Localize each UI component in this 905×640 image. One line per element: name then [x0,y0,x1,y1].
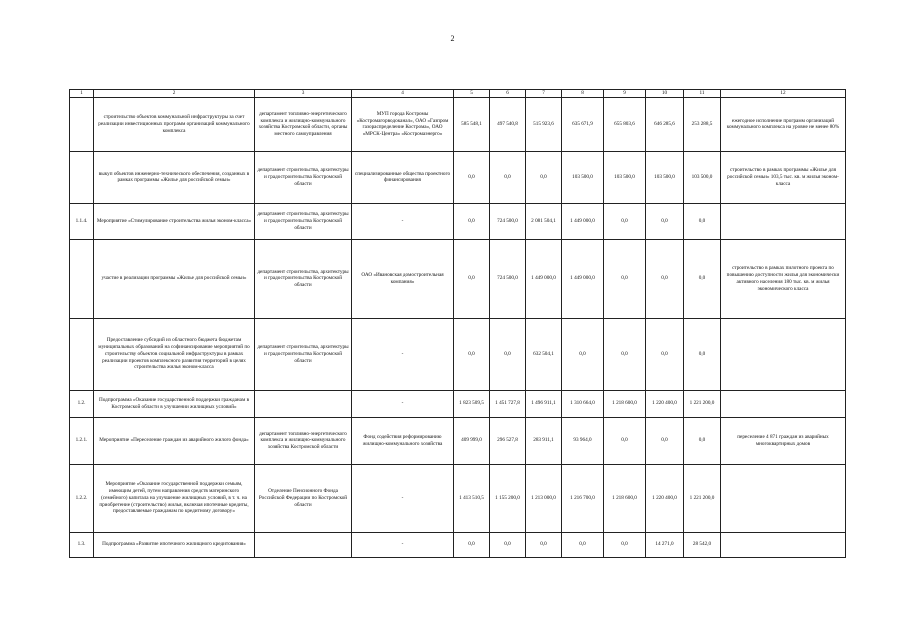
table-cell-col-7: 2 081 504,1 [526,203,562,239]
header-row [70,90,846,98]
table-row [70,532,846,557]
table-cell-col-3: департамент строительства, архитектуры и градостроительства Костромской области [255,318,352,390]
table-cell-col-9: 0,0 [604,417,646,464]
table-cell-col-6: 724 500,0 [490,239,526,318]
table-cell-col-6: 296 527,8 [490,417,526,464]
table-cell-col-3: департамент топливно-энергетического комплекса и жилищно-коммунального хозяйства Костромской области [255,417,352,464]
table-cell-col-11: 1 221 200,0 [684,390,721,417]
table-cell-col-9: 0,0 [604,203,646,239]
table-cell-col-9: 1 218 600,0 [604,464,646,532]
table-cell-col-12 [721,318,846,390]
table-cell-col-1 [70,97,94,151]
table-cell-col-5: 0,0 [454,151,490,203]
table-cell-col-7: 0,0 [526,532,562,557]
table-cell-col-12: строительство в рамках пилотного проекта по повышению доступности жилья для экономически активного населения 180 тыс. кв. м жилья экономического класса [721,239,846,318]
header-cell: 1 [70,90,94,98]
table-cell-col-2: Подпрограмма «Оказание государственной поддержки гражданам в Костромской области в улучшении жилищных условий» [94,390,255,417]
header-cell: 4 [352,90,454,98]
table-cell-col-2: Мероприятие «Оказание государственной поддержки семьям, имеющим детей, путем направления средств материнского (семейного) капитала на улучшение жилищных условий, в т. ч. на приобретение (строительство) жилья, включая ипотечные кредиты, предоставляемые гражданам по кредитному договору» [94,464,255,532]
table-cell-col-10: 14 271,0 [646,532,684,557]
table-cell-col-11: 1 221 200,0 [684,464,721,532]
table-cell-col-9: 655 803,6 [604,97,646,151]
table-cell-col-10: 0,0 [646,203,684,239]
header-cell: 7 [526,90,562,98]
table-cell-col-8: 103 500,0 [562,151,604,203]
table-cell-col-5: 1 413 510,5 [454,464,490,532]
table-cell-col-11: 0,0 [684,239,721,318]
table-cell-col-4: - [352,532,454,557]
table-cell-col-4: - [352,390,454,417]
table-cell-col-8: 1 310 664,0 [562,390,604,417]
table-cell-col-5: 409 999,0 [454,417,490,464]
header-cell: 12 [721,90,846,98]
table-cell-col-1: 1.2.2. [70,464,94,532]
table-cell-col-7: 283 911,1 [526,417,562,464]
header-cell: 11 [684,90,721,98]
table-cell-col-5: 0,0 [454,318,490,390]
table-cell-col-4: специализированные общества проектного финансирования [352,151,454,203]
table-cell-col-11: 0,0 [684,417,721,464]
table-cell-col-8: 93 964,0 [562,417,604,464]
table-cell-col-5: 0,0 [454,532,490,557]
table-cell-col-3: департамент строительства, архитектуры и градостроительства Костромской области [255,239,352,318]
table-cell-col-6: 497 540,8 [490,97,526,151]
table-cell-col-11: 0,0 [684,318,721,390]
table-cell-col-11: 0,0 [684,203,721,239]
table-cell-col-2: Подпрограмма «Развитие ипотечного жилищного кредитования» [94,532,255,557]
table-cell-col-12: переселение 4 871 граждан из аварийных многоквартирных домов [721,417,846,464]
table-cell-col-1: 1.2. [70,390,94,417]
page-number: 2 [450,34,455,43]
table-cell-col-6: 1 451 727,8 [490,390,526,417]
table-row [70,239,846,318]
header-cell: 5 [454,90,490,98]
header-cell: 2 [94,90,255,98]
table-cell-col-7: 1 213 000,0 [526,464,562,532]
table-cell-col-3: департамент строительства, архитектуры и градостроительства Костромской области [255,203,352,239]
table-row [70,390,846,417]
table-cell-col-10: 646 285,6 [646,97,684,151]
program-table [69,89,846,558]
table-row [70,203,846,239]
table-cell-col-7: 515 923,6 [526,97,562,151]
table-row [70,417,846,464]
table-cell-col-10: 1 220 400,0 [646,464,684,532]
table-row [70,318,846,390]
table-cell-col-9: 0,0 [604,318,646,390]
table-cell-col-4: Фонд содействия реформированию жилищно-коммунального хозяйства [352,417,454,464]
table-cell-col-5: 0,0 [454,239,490,318]
table-row [70,151,846,203]
table-cell-col-1: 1.2.1. [70,417,94,464]
header-cell: 3 [255,90,352,98]
table-cell-col-4: - [352,203,454,239]
table-cell-col-11: 28 542,0 [684,532,721,557]
table-cell-col-6: 0,0 [490,532,526,557]
table-cell-col-10: 0,0 [646,239,684,318]
table-cell-col-2: Мероприятие «Переселение граждан из аварийного жилого фонда» [94,417,255,464]
table-cell-col-1: 1.3. [70,532,94,557]
table-cell-col-7: 0,0 [526,151,562,203]
table-cell-col-8: 1 216 700,0 [562,464,604,532]
table-cell-col-12 [721,532,846,557]
table-cell-col-4: - [352,464,454,532]
table-cell-col-12: ежегодное исполнение программ организаций коммунального комплекса на уровне не менее 80% [721,97,846,151]
table-cell-col-9: 103 500,0 [604,151,646,203]
table-cell-col-4: ОАО «Ивановская домостроительная компания» [352,239,454,318]
table-cell-col-2: участие в реализации программы «Жилье для российской семьи» [94,239,255,318]
table-cell-col-12 [721,203,846,239]
table-cell-col-8: 635 671,9 [562,97,604,151]
table-cell-col-8: 1 449 000,0 [562,239,604,318]
table-cell-col-6: 1 155 200,0 [490,464,526,532]
header-cell: 8 [562,90,604,98]
table-cell-col-12 [721,390,846,417]
table-cell-col-7: 632 504,1 [526,318,562,390]
table-cell-col-12 [721,464,846,532]
table-cell-col-6: 0,0 [490,318,526,390]
table-cell-col-10: 103 500,0 [646,151,684,203]
table-cell-col-10: 0,0 [646,417,684,464]
table-cell-col-1: 1.1.4. [70,203,94,239]
table-row [70,97,846,151]
table-cell-col-5: 0,0 [454,203,490,239]
table-cell-col-10: 0,0 [646,318,684,390]
table-cell-col-8: 0,0 [562,532,604,557]
table-cell-col-5: 1 823 509,5 [454,390,490,417]
table-cell-col-1 [70,318,94,390]
table-row [70,464,846,532]
table-cell-col-4: - [352,318,454,390]
table-cell-col-9: 0,0 [604,532,646,557]
table-cell-col-2: строительство объектов коммунальной инфраструктуры за счет реализации инвестиционных программ организаций коммунального комплекса [94,97,255,151]
table-cell-col-3 [255,532,352,557]
table-cell-col-9: 0,0 [604,239,646,318]
table-cell-col-3: Отделение Пенсионного Фонда Российской Федерации по Костромской области [255,464,352,532]
table-cell-col-12: строительство в рамках программы «Жилье для российской семьи» 103,5 тыс. кв. м жилья эконом-класса [721,151,846,203]
table-cell-col-11: 253 288,5 [684,97,721,151]
table-cell-col-9: 1 218 600,0 [604,390,646,417]
table-cell-col-8: 0,0 [562,318,604,390]
table-cell-col-6: 0,0 [490,151,526,203]
table-cell-col-7: 1 496 911,1 [526,390,562,417]
table-cell-col-7: 1 449 000,0 [526,239,562,318]
header-cell: 9 [604,90,646,98]
header-cell: 10 [646,90,684,98]
table-cell-col-6: 724 500,0 [490,203,526,239]
table-cell-col-3 [255,390,352,417]
header-cell: 6 [490,90,526,98]
table-cell-col-1 [70,151,94,203]
table-cell-col-2: Мероприятие «Стимулирование строительства жилья эконом-класса» [94,203,255,239]
table-cell-col-5: 585 548,1 [454,97,490,151]
table-cell-col-1 [70,239,94,318]
table-cell-col-3: департамент топливно-энергетического комплекса и жилищно-коммунального хозяйства Костромской области, органы местного самоуправления [255,97,352,151]
table-cell-col-4: МУП города Костромы «Костромагорводоканал», ОАО «Газпром газораспределение Кострома», ОАО «МРСК-Центра» «Костромаэнерго» [352,97,454,151]
table-cell-col-2: Предоставление субсидий из областного бюджета бюджетам муниципальных образований на софинансирование мероприятий по строительству объектов социальной инфраструктуры в рамках реализации проектов комплексного развития территорий в целях строительства жилья эконом-класса [94,318,255,390]
table-cell-col-8: 1 449 000,0 [562,203,604,239]
table-cell-col-11: 103 500,0 [684,151,721,203]
table-cell-col-3: департамент строительства, архитектуры и градостроительства Костромской области [255,151,352,203]
table-cell-col-10: 1 220 400,0 [646,390,684,417]
table-cell-col-2: выкуп объектов инженерно-технического обеспечения, созданных в рамках программы «Жилье для российской семьи» [94,151,255,203]
